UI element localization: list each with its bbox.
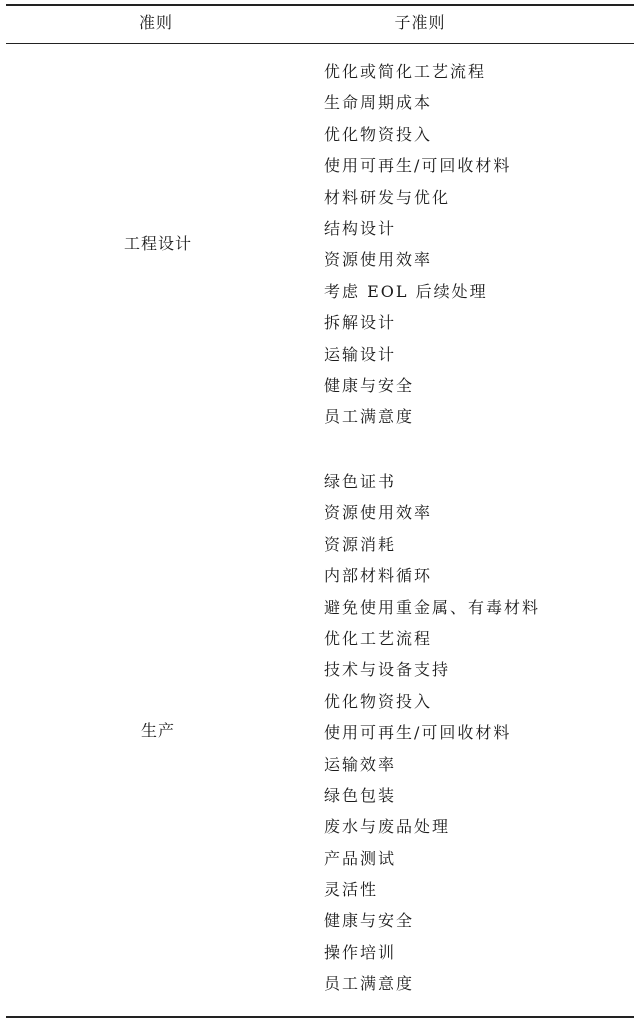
table-bottom-rule xyxy=(6,1016,634,1018)
subcriterion-item: 操作培训 xyxy=(324,942,397,962)
subcriterion-item: 优化物资投入 xyxy=(324,124,433,144)
subcriterion-item: 使用可再生/可回收材料 xyxy=(324,723,512,743)
subcriterion-item: 技术与设备支持 xyxy=(324,660,451,680)
header-subcriterion: 子准则 xyxy=(394,13,446,32)
subcriterion-item: 灵活性 xyxy=(324,880,379,900)
subcriterion-item: 考虑 EOL 后续处理 xyxy=(324,281,488,301)
subcriterion-item: 拆解设计 xyxy=(324,313,397,333)
subcriterion-item: 优化工艺流程 xyxy=(324,628,433,648)
subcriterion-item: 绿色包装 xyxy=(324,785,397,805)
header-rule xyxy=(6,43,634,44)
subcriterion-item: 资源使用效率 xyxy=(324,503,433,523)
subcriterion-item: 资源消耗 xyxy=(324,534,397,554)
subcriterion-item: 运输设计 xyxy=(324,344,397,364)
subcriterion-item: 绿色证书 xyxy=(324,472,397,491)
header-criterion: 准则 xyxy=(138,13,173,32)
subcriteria-list-engineering-design xyxy=(324,61,511,438)
subcriterion-item: 员工满意度 xyxy=(324,974,415,994)
subcriterion-item: 优化或简化工艺流程 xyxy=(324,62,487,81)
criterion-production: 生产 xyxy=(140,721,175,740)
criterion-engineering-design: 工程设计 xyxy=(123,234,192,253)
subcriterion-item: 生命周期成本 xyxy=(324,93,433,113)
subcriterion-item: 资源使用效率 xyxy=(324,250,433,270)
subcriterion-item: 材料研发与优化 xyxy=(324,187,451,207)
subcriterion-item: 避免使用重金属、有毒材料 xyxy=(324,597,541,617)
subcriterion-item: 优化物资投入 xyxy=(324,691,433,711)
table-top-rule xyxy=(6,4,634,6)
subcriteria-list-production xyxy=(324,471,540,1005)
subcriterion-item: 废水与废品处理 xyxy=(324,817,451,837)
subcriterion-item: 健康与安全 xyxy=(324,911,415,931)
subcriterion-item: 运输效率 xyxy=(324,754,397,774)
subcriterion-item: 产品测试 xyxy=(324,848,397,868)
subcriterion-item: 结构设计 xyxy=(324,218,397,238)
subcriterion-item: 内部材料循环 xyxy=(324,566,433,586)
subcriterion-item: 员工满意度 xyxy=(324,407,415,427)
subcriterion-item: 使用可再生/可回收材料 xyxy=(324,156,512,176)
subcriterion-item: 健康与安全 xyxy=(324,375,415,395)
